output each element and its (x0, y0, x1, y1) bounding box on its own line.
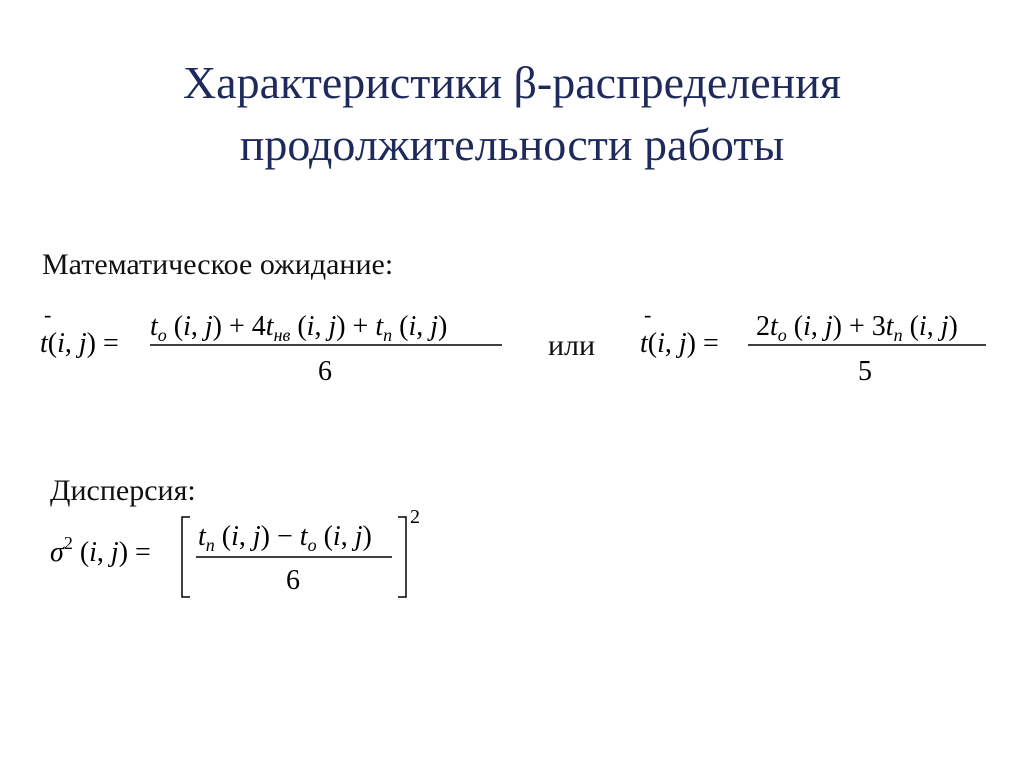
formula3-exponent: 2 (410, 506, 420, 528)
formula3-lhs: $\sigma^2$ (i, j) = (50, 533, 151, 568)
title-line-2: продолжительности работы (239, 119, 785, 170)
title-line-1: Характеристики β-распределения (182, 57, 842, 108)
formula-variance (40, 505, 440, 605)
left-bracket (182, 517, 190, 597)
formula-variance-svg (40, 505, 440, 605)
expectation-label: Математическое ожидание: (42, 248, 394, 281)
formula2-denominator: 5 (858, 356, 872, 387)
formula3-numerator: $t_п$ (i, $j) - t_o$ (i, j) (198, 521, 372, 555)
formula-expectation-1-svg (30, 300, 520, 390)
slide-title (0, 52, 1024, 176)
mean-bar: - (644, 302, 652, 327)
formula2-lhs: t(i, j) = (640, 328, 719, 359)
formula1-denominator: 6 (318, 356, 332, 387)
formula-expectation-2 (630, 300, 990, 390)
formula-expectation-2-svg (630, 300, 990, 390)
formula1-lhs: t(i, j) = (40, 328, 119, 359)
formula1-numerator: $t_o$ (i, $j) + 4t_{нв}$ (i, $j) + t_п$ (i, j) (150, 311, 448, 345)
formula-expectation-1 (30, 300, 520, 390)
formula3-denominator: 6 (286, 565, 300, 596)
or-word: или (548, 329, 596, 362)
right-bracket (398, 517, 406, 597)
formula2-numerator: $2t_o$ (i, $j) + 3t_п$ (i, j) (756, 311, 958, 345)
variance-label: Дисперсия: (50, 474, 196, 507)
mean-bar: - (44, 302, 52, 327)
